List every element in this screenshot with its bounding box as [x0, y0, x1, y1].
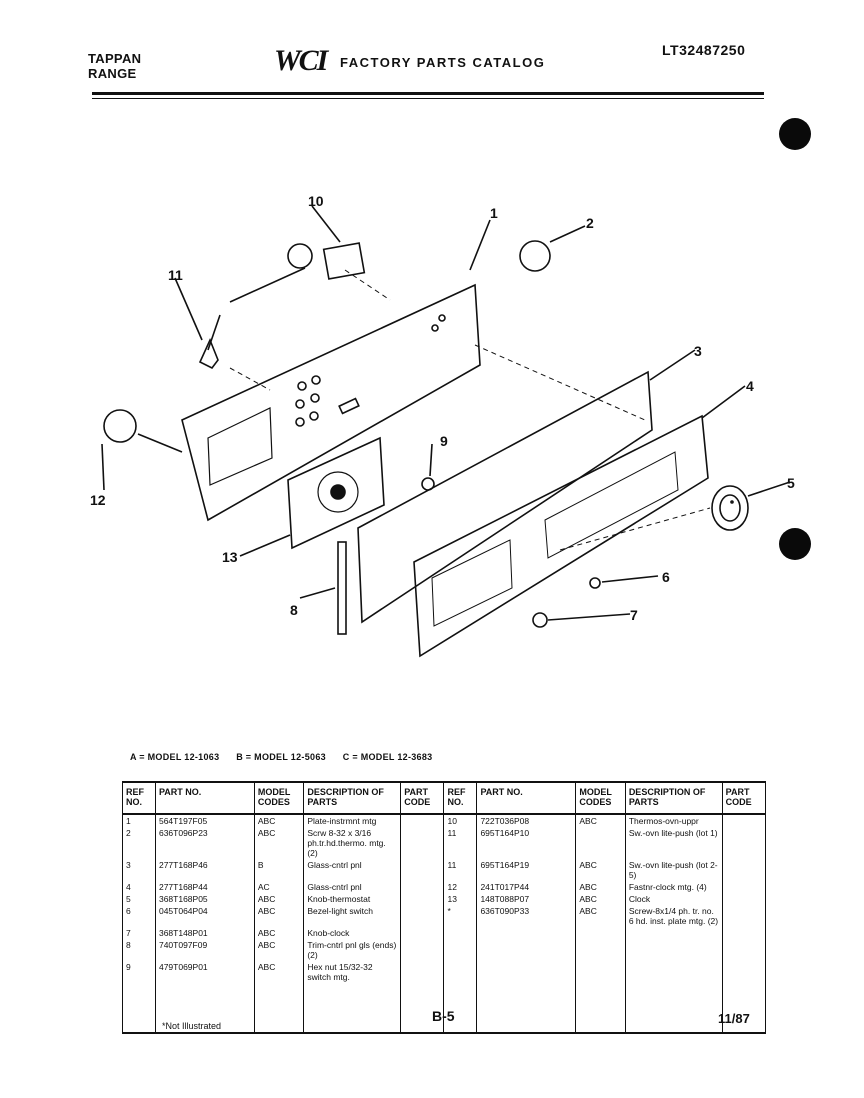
- cell-ref: [444, 927, 477, 939]
- cell-ref: 7: [123, 927, 156, 939]
- cell-codes: [576, 939, 625, 961]
- header-part-no: PART NO.: [155, 782, 254, 814]
- brand-block: [88, 51, 141, 81]
- cell-part-code: [401, 814, 444, 827]
- cell-codes: ABC: [254, 939, 303, 961]
- cell-desc: Screw-8x1/4 ph. tr. no. 6 hd. inst. plate mtg. (2): [625, 905, 722, 927]
- cell-ref: 9: [123, 961, 156, 1033]
- table-header-row: [123, 782, 766, 814]
- cell-desc: Glass-cntrl pnl: [304, 859, 401, 881]
- cell-ref: 5: [123, 893, 156, 905]
- cell-desc: [625, 927, 722, 939]
- cell-part: 045T064P04: [155, 905, 254, 927]
- cell-ref: 10: [444, 814, 477, 827]
- cell-codes: [576, 827, 625, 859]
- cell-codes: ABC: [254, 827, 303, 859]
- cell-codes: ABC: [254, 893, 303, 905]
- table-row: [123, 927, 766, 939]
- callout-10: 10: [308, 193, 324, 209]
- cell-part: [477, 927, 576, 939]
- callout-1: 1: [490, 205, 498, 221]
- parts-table: [122, 781, 766, 1034]
- cell-ref: 12: [444, 881, 477, 893]
- callout-9: 9: [440, 433, 448, 449]
- cell-codes: ABC: [254, 927, 303, 939]
- cell-ref: 2: [123, 827, 156, 859]
- callout-4: 4: [746, 378, 754, 394]
- cell-codes: [576, 927, 625, 939]
- cell-desc: Knob-thermostat: [304, 893, 401, 905]
- cell-ref: 3: [123, 859, 156, 881]
- cell-part: 148T088P07: [477, 893, 576, 905]
- cell-part-code: [401, 859, 444, 881]
- header-model-codes-2: MODEL CODES: [576, 782, 625, 814]
- cell-part-code: [401, 905, 444, 927]
- cell-part-code: [722, 859, 765, 881]
- model-legend-c: C = MODEL 12-3683: [342, 752, 433, 762]
- model-legend: [130, 752, 446, 762]
- callout-5: 5: [787, 475, 795, 491]
- cell-ref: 11: [444, 827, 477, 859]
- page-number: B-5: [432, 1008, 455, 1024]
- cell-ref: 11: [444, 859, 477, 881]
- cell-desc: Sw.-ovn lite-push (lot 2-5): [625, 859, 722, 881]
- cell-part-code: [401, 881, 444, 893]
- cell-codes: ABC: [576, 893, 625, 905]
- cell-ref: 13: [444, 893, 477, 905]
- cell-desc: Clock: [625, 893, 722, 905]
- callout-8: 8: [290, 602, 298, 618]
- header-ref-no: REF NO.: [123, 782, 156, 814]
- instrument-plate: [182, 285, 480, 520]
- cell-part-code: [401, 893, 444, 905]
- header-part-no-2: PART NO.: [477, 782, 576, 814]
- cell-part: 636T090P33: [477, 905, 576, 927]
- cell-codes: ABC: [254, 961, 303, 1033]
- cell-part-code: [722, 881, 765, 893]
- model-legend-a: A = MODEL 12-1063: [130, 752, 220, 762]
- cell-desc: Bezel-light switch: [304, 905, 401, 927]
- cell-part: [477, 939, 576, 961]
- header-part-code: PART CODE: [401, 782, 444, 814]
- header-rule-thin: [92, 98, 764, 99]
- callout-11: 11: [168, 267, 183, 283]
- glass-panel-4: [414, 416, 708, 656]
- cell-codes: [576, 961, 625, 1033]
- catalog-title: FACTORY PARTS CATALOG: [340, 55, 546, 70]
- cell-desc: Thermos-ovn-uppr: [625, 814, 722, 827]
- cell-part-code: [722, 827, 765, 859]
- cell-desc: Trim-cntrl pnl gls (ends) (2): [304, 939, 401, 961]
- exploded-parts-diagram: [90, 190, 795, 670]
- cell-part: 722T036P08: [477, 814, 576, 827]
- table-row: [123, 905, 766, 927]
- cell-part-code: [722, 893, 765, 905]
- cell-part: 277T168P46: [155, 859, 254, 881]
- cell-codes: AC: [254, 881, 303, 893]
- brand-line-2: RANGE: [88, 66, 137, 81]
- cell-codes: ABC: [254, 814, 303, 827]
- table-row: [123, 939, 766, 961]
- cell-part: 368T148P01: [155, 927, 254, 939]
- cell-part: 564T197F05: [155, 814, 254, 827]
- cell-codes: B: [254, 859, 303, 881]
- cell-desc: Fastnr-clock mtg. (4): [625, 881, 722, 893]
- cell-desc: Glass-cntrl pnl: [304, 881, 401, 893]
- binder-hole-top: [779, 118, 811, 150]
- cell-part-code: [722, 814, 765, 827]
- cell-part: 636T096P23: [155, 827, 254, 859]
- callout-13: 13: [222, 549, 238, 565]
- binder-hole-middle: [779, 528, 811, 560]
- cell-desc: Plate-instrmnt mtg: [304, 814, 401, 827]
- cell-desc: Hex nut 15/32-32 switch mtg.: [304, 961, 401, 1033]
- model-legend-b: B = MODEL 12-5063: [236, 752, 326, 762]
- cell-part: 277T168P44: [155, 881, 254, 893]
- cell-ref: 4: [123, 881, 156, 893]
- cell-part: [477, 961, 576, 1033]
- callout-2: 2: [586, 215, 594, 231]
- cell-part-code: [401, 827, 444, 859]
- cell-desc: Knob-clock: [304, 927, 401, 939]
- cell-ref: 6: [123, 905, 156, 927]
- brand-line-1: TAPPAN: [88, 51, 142, 66]
- cell-part: 479T069P01: [155, 961, 254, 1033]
- table-row: [123, 814, 766, 827]
- cell-codes: ABC: [576, 905, 625, 927]
- cell-part-code: [401, 939, 444, 961]
- header-description-2: DESCRIPTION OF PARTS: [625, 782, 722, 814]
- callout-6: 6: [662, 569, 670, 585]
- cell-part-code: [401, 927, 444, 939]
- header-part-code-2: PART CODE: [722, 782, 765, 814]
- header-model-codes: MODEL CODES: [254, 782, 303, 814]
- cell-part: 695T164P10: [477, 827, 576, 859]
- header-description: DESCRIPTION OF PARTS: [304, 782, 401, 814]
- cell-part: 695T164P19: [477, 859, 576, 881]
- cell-ref: *: [444, 905, 477, 927]
- cell-part-code: [722, 939, 765, 961]
- cell-desc: Sw.-ovn lite-push (lot 1): [625, 827, 722, 859]
- callout-7: 7: [630, 607, 638, 623]
- cell-codes: ABC: [254, 905, 303, 927]
- callout-12: 12: [90, 492, 106, 508]
- cell-ref: 8: [123, 939, 156, 961]
- table-row: [123, 893, 766, 905]
- not-illustrated-note: *Not Illustrated: [162, 1021, 222, 1031]
- cell-desc: Scrw 8-32 x 3/16 ph.tr.hd.thermo. mtg. (2): [304, 827, 401, 859]
- cell-codes: ABC: [576, 814, 625, 827]
- cell-desc: [625, 939, 722, 961]
- cell-codes: ABC: [576, 859, 625, 881]
- cell-ref: [444, 939, 477, 961]
- catalog-date: 11/87: [718, 1011, 750, 1026]
- cell-part: 368T168P05: [155, 893, 254, 905]
- cell-desc: [625, 961, 722, 1033]
- cell-part: 241T017P44: [477, 881, 576, 893]
- cell-codes: ABC: [576, 881, 625, 893]
- cell-ref: 1: [123, 814, 156, 827]
- model-number: LT32487250: [662, 42, 746, 58]
- cell-part: 740T097F09: [155, 939, 254, 961]
- header-rule-thick: [92, 92, 764, 95]
- table-row: [123, 881, 766, 893]
- table-row: [123, 827, 766, 859]
- cell-part-code: [722, 927, 765, 939]
- cell-part-code: [722, 905, 765, 927]
- table-row: [123, 859, 766, 881]
- header-ref-no-2: REF NO.: [444, 782, 477, 814]
- callout-3: 3: [694, 343, 702, 359]
- wci-logo: WCI: [274, 44, 327, 77]
